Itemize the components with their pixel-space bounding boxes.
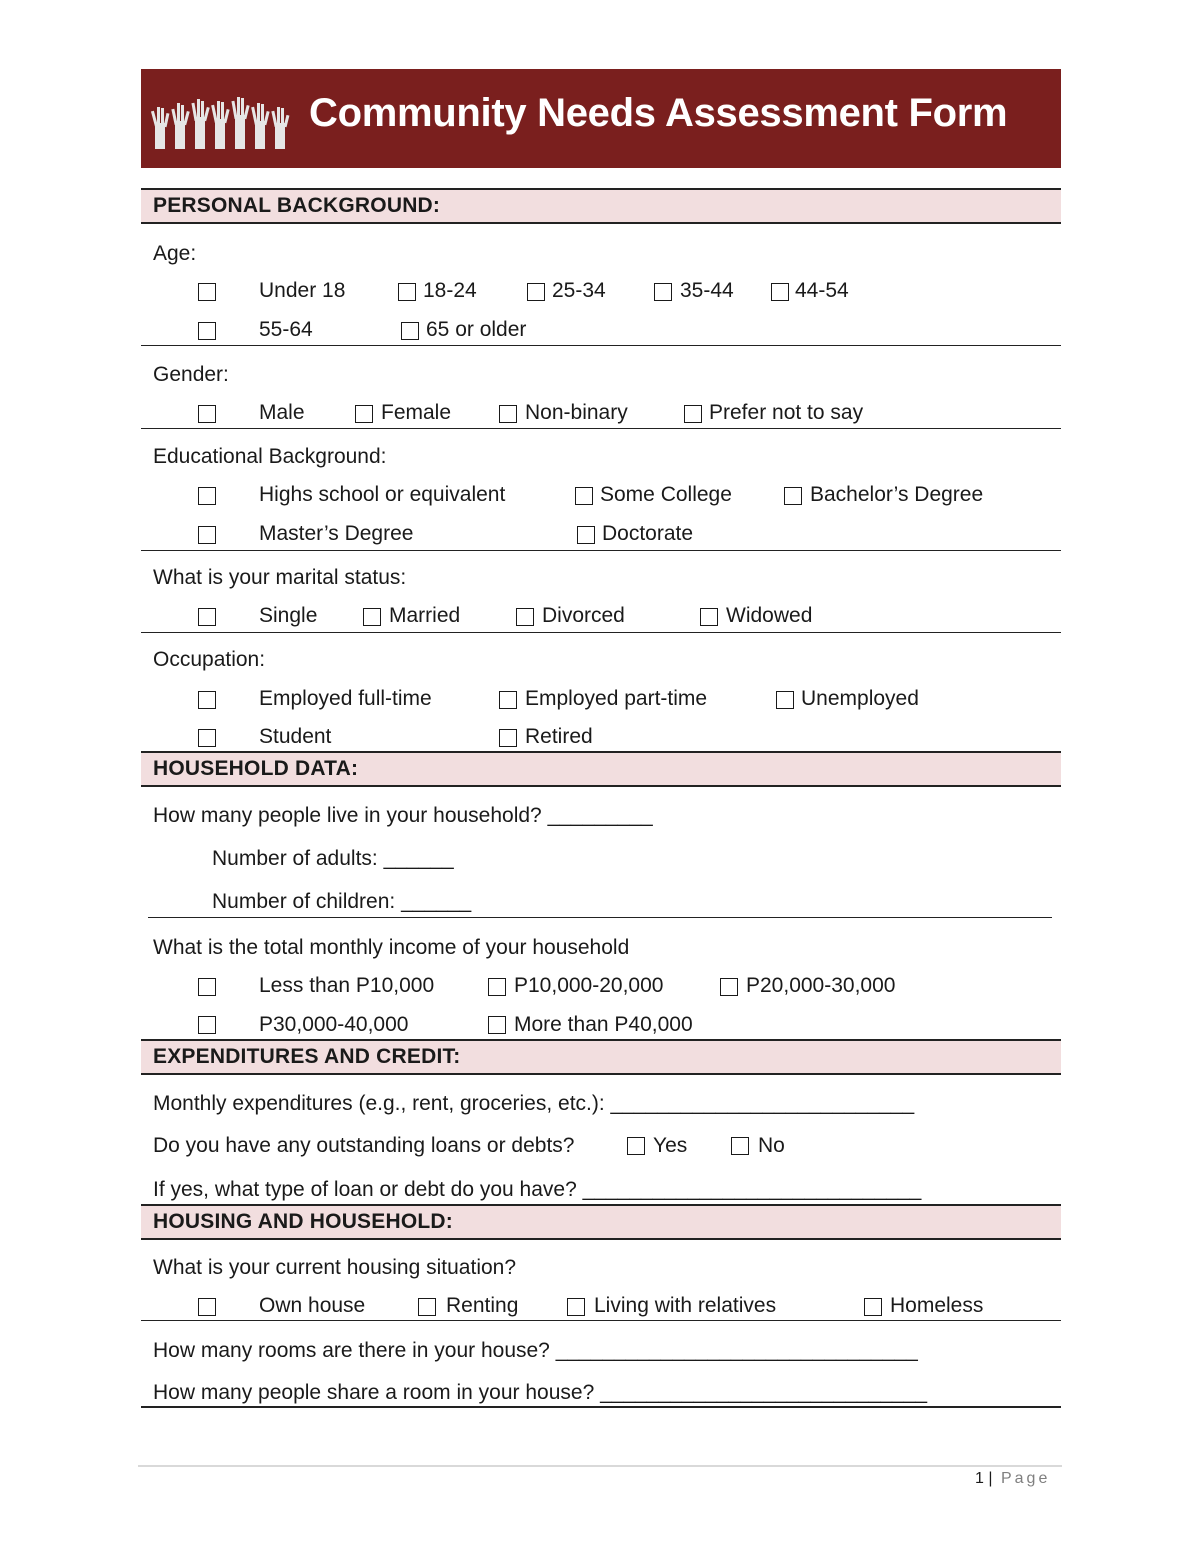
- income-label: What is the total monthly income of your household: [153, 936, 630, 959]
- gender-prefer-not-checkbox[interactable]: [684, 405, 702, 423]
- occupation-retired-checkbox[interactable]: [499, 729, 517, 747]
- housing-relatives-checkbox[interactable]: [567, 1298, 585, 1316]
- age-18-24-checkbox[interactable]: [398, 283, 416, 301]
- marital-label: What is your marital status:: [153, 566, 407, 589]
- education-some-college-checkbox[interactable]: [575, 487, 593, 505]
- divider: [141, 632, 1061, 633]
- occupation-option-label: Employed full-time: [259, 687, 432, 710]
- education-high-school-checkbox[interactable]: [198, 487, 216, 505]
- age-option-label: 55-64: [259, 318, 313, 341]
- income-option-label: P10,000-20,000: [514, 974, 664, 997]
- adults-count-field[interactable]: Number of adults: ______: [212, 847, 454, 870]
- marital-option-label: Widowed: [726, 604, 813, 627]
- form-title: Community Needs Assessment Form: [309, 91, 1008, 135]
- marital-married-checkbox[interactable]: [363, 608, 381, 626]
- income-20k-30k-checkbox[interactable]: [720, 978, 738, 996]
- section-household-data: HOUSEHOLD DATA:: [141, 751, 1061, 787]
- age-label: Age:: [153, 242, 197, 265]
- loans-no-checkbox[interactable]: [731, 1137, 749, 1155]
- gender-option-label: Male: [259, 401, 305, 424]
- page-separator: |: [988, 1470, 993, 1487]
- housing-own-checkbox[interactable]: [198, 1298, 216, 1316]
- room-sharing-field[interactable]: How many people share a room in your house? ____________________________: [153, 1381, 928, 1404]
- gender-female-checkbox[interactable]: [355, 405, 373, 423]
- section-personal-background: PERSONAL BACKGROUND:: [141, 188, 1061, 224]
- age-44-54-checkbox[interactable]: [771, 283, 789, 301]
- age-under-18-checkbox[interactable]: [198, 283, 216, 301]
- divider: [141, 428, 1061, 429]
- education-option-label: Master’s Degree: [259, 522, 414, 545]
- loans-no-label: No: [758, 1134, 785, 1157]
- marital-divorced-checkbox[interactable]: [516, 608, 534, 626]
- divider: [141, 345, 1061, 346]
- age-option-label: 35-44: [680, 279, 734, 302]
- gender-non-binary-checkbox[interactable]: [499, 405, 517, 423]
- monthly-expenditures-field[interactable]: Monthly expenditures (e.g., rent, groceries, etc.): __________________________: [153, 1092, 915, 1115]
- age-option-label: 44-54: [795, 279, 849, 302]
- education-option-label: Doctorate: [602, 522, 694, 545]
- marital-single-checkbox[interactable]: [198, 608, 216, 626]
- marital-option-label: Divorced: [542, 604, 625, 627]
- gender-label: Gender:: [153, 363, 229, 386]
- education-option-label: Some College: [600, 483, 732, 506]
- household-size-field[interactable]: How many people live in your household? _________: [153, 804, 653, 827]
- education-label: Educational Background:: [153, 445, 387, 468]
- income-under-10k-checkbox[interactable]: [198, 978, 216, 996]
- occupation-unemployed-checkbox[interactable]: [776, 691, 794, 709]
- age-65-older-checkbox[interactable]: [401, 322, 419, 340]
- housing-option-label: Homeless: [890, 1294, 984, 1317]
- occupation-option-label: Employed part-time: [525, 687, 708, 710]
- age-35-44-checkbox[interactable]: [654, 283, 672, 301]
- occupation-part-time-checkbox[interactable]: [499, 691, 517, 709]
- housing-renting-checkbox[interactable]: [418, 1298, 436, 1316]
- education-doctorate-checkbox[interactable]: [577, 526, 595, 544]
- housing-option-label: Own house: [259, 1294, 366, 1317]
- education-bachelors-checkbox[interactable]: [784, 487, 802, 505]
- marital-option-label: Married: [389, 604, 461, 627]
- form-header: [141, 69, 1061, 168]
- occupation-option-label: Unemployed: [801, 687, 919, 710]
- housing-situation-label: What is your current housing situation?: [153, 1256, 517, 1279]
- gender-option-label: Prefer not to say: [709, 401, 864, 424]
- income-30k-40k-checkbox[interactable]: [198, 1016, 216, 1034]
- page-footer: [975, 1470, 1050, 1488]
- income-option-label: P30,000-40,000: [259, 1013, 409, 1036]
- income-option-label: More than P40,000: [514, 1013, 693, 1036]
- loans-question: Do you have any outstanding loans or debts?: [153, 1134, 575, 1157]
- housing-option-label: Renting: [446, 1294, 519, 1317]
- section-expenditures-credit: EXPENDITURES AND CREDIT:: [141, 1039, 1061, 1075]
- divider: [141, 550, 1061, 551]
- marital-option-label: Single: [259, 604, 318, 627]
- education-option-label: Bachelor’s Degree: [810, 483, 984, 506]
- raised-hands-icon: [151, 93, 293, 151]
- housing-option-label: Living with relatives: [594, 1294, 777, 1317]
- section-housing-household: HOUSING AND HOUSEHOLD:: [141, 1204, 1061, 1240]
- divider: [141, 1406, 1061, 1408]
- education-masters-checkbox[interactable]: [198, 526, 216, 544]
- age-25-34-checkbox[interactable]: [527, 283, 545, 301]
- income-option-label: Less than P10,000: [259, 974, 435, 997]
- occupation-student-checkbox[interactable]: [198, 729, 216, 747]
- occupation-option-label: Retired: [525, 725, 593, 748]
- divider: [141, 1320, 1061, 1321]
- income-option-label: P20,000-30,000: [746, 974, 896, 997]
- marital-widowed-checkbox[interactable]: [700, 608, 718, 626]
- occupation-option-label: Student: [259, 725, 332, 748]
- age-55-64-checkbox[interactable]: [198, 322, 216, 340]
- occupation-full-time-checkbox[interactable]: [198, 691, 216, 709]
- occupation-label: Occupation:: [153, 648, 266, 671]
- education-option-label: Highs school or equivalent: [259, 483, 506, 506]
- income-over-40k-checkbox[interactable]: [488, 1016, 506, 1034]
- age-option-label: 25-34: [552, 279, 606, 302]
- income-10k-20k-checkbox[interactable]: [488, 978, 506, 996]
- loans-yes-label: Yes: [653, 1134, 688, 1157]
- footer-divider: [138, 1465, 1062, 1467]
- age-option-label: Under 18: [259, 279, 346, 302]
- children-count-field[interactable]: Number of children: ______: [212, 890, 472, 913]
- gender-male-checkbox[interactable]: [198, 405, 216, 423]
- rooms-count-field[interactable]: How many rooms are there in your house? _______________________________: [153, 1339, 918, 1362]
- divider: [148, 917, 1052, 918]
- page-number: 1: [975, 1470, 984, 1487]
- age-option-label: 18-24: [423, 279, 477, 302]
- housing-homeless-checkbox[interactable]: [864, 1298, 882, 1316]
- loans-yes-checkbox[interactable]: [627, 1137, 645, 1155]
- page-label: Page: [1000, 1470, 1051, 1487]
- age-option-label: 65 or older: [426, 318, 527, 341]
- gender-option-label: Non-binary: [525, 401, 628, 424]
- gender-option-label: Female: [381, 401, 452, 424]
- loan-type-field[interactable]: If yes, what type of loan or debt do you have? _____________________________: [153, 1178, 922, 1201]
